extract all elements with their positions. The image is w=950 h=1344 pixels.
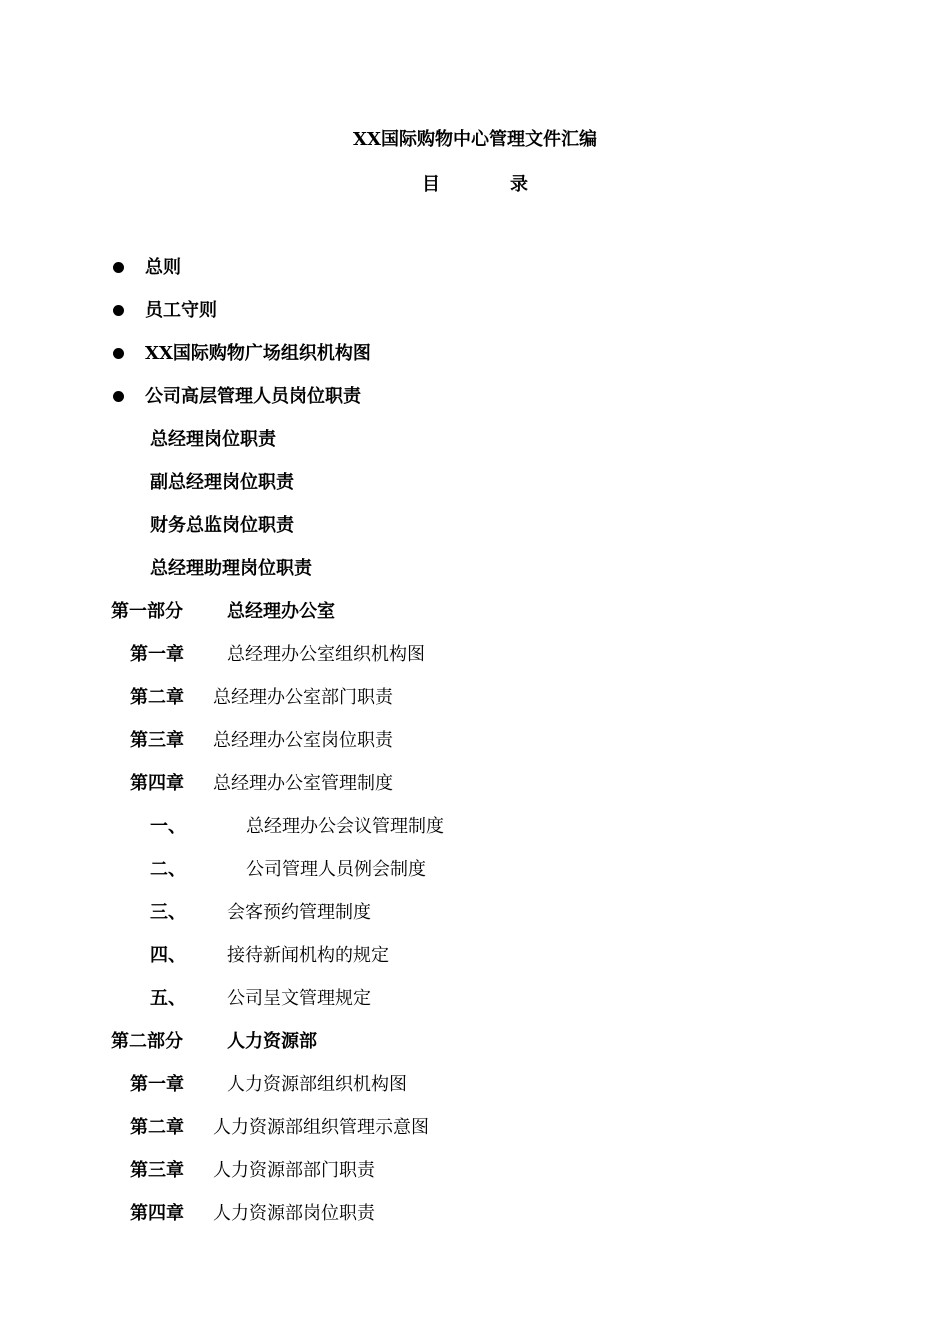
toc-part-name: 总经理办公室: [227, 601, 335, 622]
toc-section-label: 三、: [150, 902, 186, 923]
toc-section-name: 公司管理人员例会制度: [246, 859, 426, 880]
toc-chapter-label: 第一章: [130, 1074, 184, 1095]
document-title: XX国际购物中心管理文件汇编: [353, 129, 597, 150]
toc-bullet-item: 公司高层管理人员岗位职责: [145, 386, 361, 407]
toc-section-name: 会客预约管理制度: [227, 902, 371, 923]
toc-part-label: 第一部分: [111, 601, 183, 622]
bullet-icon: [113, 348, 124, 359]
bullet-icon: [113, 262, 124, 273]
toc-section-label: 一、: [150, 816, 186, 837]
toc-heading-left: 目: [422, 174, 440, 195]
toc-chapter-label: 第三章: [130, 1160, 184, 1181]
toc-sub-item: 总经理岗位职责: [150, 429, 276, 450]
toc-section-label: 二、: [150, 859, 186, 880]
toc-chapter-label: 第四章: [130, 773, 184, 794]
toc-chapter-label: 第二章: [130, 1117, 184, 1138]
toc-chapter-name: 总经理办公室管理制度: [213, 773, 393, 794]
toc-chapter-name: 人力资源部组织机构图: [227, 1074, 407, 1095]
toc-section-name: 总经理办公会议管理制度: [246, 816, 444, 837]
toc-sub-item: 财务总监岗位职责: [150, 515, 294, 536]
toc-section-name: 接待新闻机构的规定: [227, 945, 389, 966]
toc-chapter-name: 总经理办公室部门职责: [213, 687, 393, 708]
toc-heading: [0, 170, 950, 196]
toc-bullet-item: 总则: [145, 257, 181, 278]
toc-chapter-name: 人力资源部岗位职责: [213, 1203, 375, 1224]
toc-section-label: 五、: [150, 988, 186, 1009]
toc-bullet-item: XX国际购物广场组织机构图: [145, 343, 371, 364]
toc-chapter-name: 人力资源部部门职责: [213, 1160, 375, 1181]
bullet-icon: [113, 305, 124, 316]
toc-chapter-label: 第一章: [130, 644, 184, 665]
toc-chapter-label: 第二章: [130, 687, 184, 708]
toc-sub-item: 副总经理岗位职责: [150, 472, 294, 493]
toc-chapter-label: 第四章: [130, 1203, 184, 1224]
toc-chapter-name: 总经理办公室岗位职责: [213, 730, 393, 751]
toc-chapter-label: 第三章: [130, 730, 184, 751]
bullet-icon: [113, 391, 124, 402]
toc-chapter-name: 人力资源部组织管理示意图: [213, 1117, 429, 1138]
toc-bullet-item: 员工守则: [145, 300, 217, 321]
toc-section-label: 四、: [150, 945, 186, 966]
toc-sub-item: 总经理助理岗位职责: [150, 558, 312, 579]
toc-section-name: 公司呈文管理规定: [227, 988, 371, 1009]
toc-heading-right: 录: [510, 174, 528, 195]
toc-part-name: 人力资源部: [227, 1031, 317, 1052]
toc-chapter-name: 总经理办公室组织机构图: [227, 644, 425, 665]
toc-part-label: 第二部分: [111, 1031, 183, 1052]
